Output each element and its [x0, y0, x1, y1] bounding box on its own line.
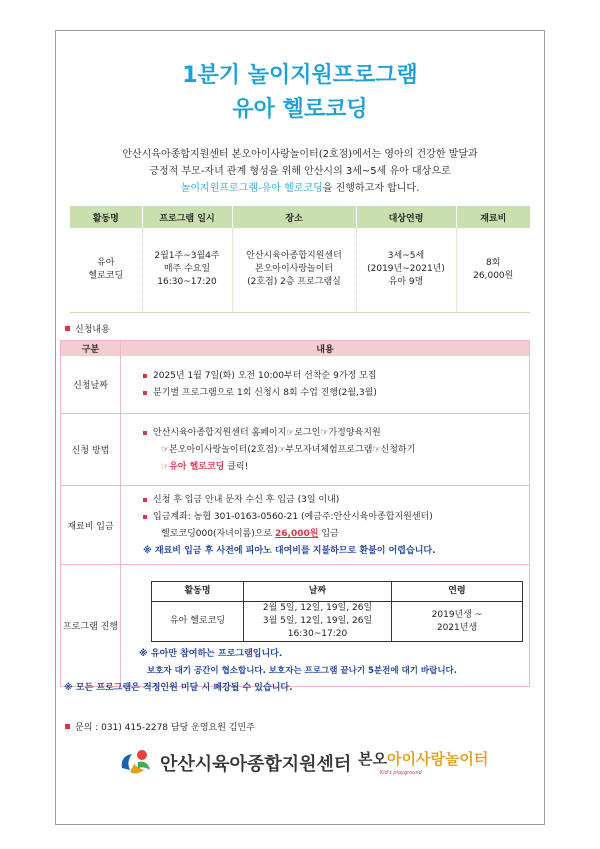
schedule-age: 2019년생 ~ 2021년생 — [392, 602, 523, 642]
intro-highlight: 놀이지원프로그램-유아 헬로코딩 — [180, 183, 323, 194]
schedule-header-age: 연령 — [392, 582, 523, 602]
label-date: 신청날짜 — [61, 356, 121, 414]
schedule-header-name: 활동명 — [152, 582, 244, 602]
details-header-category: 구분 — [61, 341, 121, 356]
table-row — [61, 356, 530, 414]
table-row — [61, 414, 530, 486]
square-bullet-icon — [65, 326, 70, 331]
schedule-header-date: 날짜 — [244, 582, 392, 602]
content-method: 안산시육아종합지원센터 홈페이지☞로그인☞가정양육지원 ☞본오아이사랑놀이터(2호점)☞부모자녀체험프로그램☞신청하기 ☞유아 헬로코딩 클릭! — [121, 414, 530, 486]
table-row — [61, 565, 530, 687]
overview-header-age: 대상연령 — [356, 206, 456, 228]
overview-age: 3세~5세 (2019년~2021년) 유아 9명 — [356, 228, 456, 312]
intro-line3-rest: 을 진행하고자 합니다. — [322, 183, 420, 194]
label-progress: 프로그램 진행 — [61, 565, 121, 687]
table-row — [70, 228, 530, 312]
title-line2: 유아 헬로코딩 — [232, 97, 368, 122]
overview-fee: 8회 26,000원 — [456, 228, 530, 312]
footer-note: ※ 모든 프로그램은 적정인원 미달 시 폐강될 수 있습니다. — [64, 683, 293, 693]
center-logo — [118, 744, 498, 784]
details-header-content: 내용 — [121, 341, 530, 356]
overview-header-place: 장소 — [232, 206, 356, 228]
table-row — [61, 486, 530, 565]
square-bullet-icon — [65, 724, 70, 729]
overview-place: 안산시육아종합지원센터 본오아이사랑놀이터 (2호점) 2층 프로그램실 — [232, 228, 356, 312]
overview-schedule: 2월1주~3월4주 매주 수요일 16:30~17:20 — [142, 228, 232, 312]
content-fee: 신청 후 입금 안내 문자 수신 후 입금 (3일 이내) 입금계좌: 농협 301-0163-0560-21 (예금주:안산시육아종합지원센터) 헬로코딩000(자녀이름)으로 26,000원 입금 ※ 재료비 입금 후 사전에 피아노 대여비를 지불하므로 환불이 어렵습니다. — [121, 486, 530, 565]
schedule-dates: 2월 5일, 12일, 19일, 26일 3월 5일, 12일, 19일, 26일 16:30~17:20 — [244, 602, 392, 642]
details-table — [60, 340, 530, 687]
overview-table — [70, 206, 530, 313]
contact-info: 문의 : 031) 415-2278 담당 운영요원 김민주 — [65, 720, 255, 733]
overview-header-fee: 재료비 — [456, 206, 530, 228]
overview-name: 유아 헬로코딩 — [70, 228, 142, 312]
intro-line3 — [70, 180, 530, 197]
guardian-note: 보호자 대기 공간이 협소합니다. 보호자는 프로그램 끝나기 5분전에 대기 바랍니다. — [147, 666, 457, 676]
label-fee: 재료비 입금 — [61, 486, 121, 565]
schedule-name: 유아 헬로코딩 — [152, 602, 244, 642]
intro-line1: 안산시육아종합지원센터 본오아이사랑놀이터(2호점)에서는 영아의 건강한 발달과 — [122, 149, 478, 160]
child-only-note: ※ 유아만 참여하는 프로그램입니다. — [139, 649, 283, 659]
refund-note: ※ 재료비 입금 후 사전에 피아노 대여비를 지불하므로 환불이 어렵습니다. — [143, 546, 436, 556]
center-name: 안산시육아종합지원센터 — [160, 754, 352, 775]
playground-brand: 본오아이사랑놀이터 — [358, 750, 489, 768]
schedule-table — [151, 581, 523, 642]
intro-text — [70, 146, 530, 197]
content-date: 2025년 1월 7일(화) 오전 10:00부터 선착순 9가정 모집 분기별 프로그램으로 1회 신청시 8회 수업 진행(2월,3월) — [121, 356, 530, 414]
content-progress — [121, 565, 530, 687]
label-method: 신청 방법 — [61, 414, 121, 486]
intro-line2: 긍정적 부모-자녀 관계 형성을 위해 안산시의 3세~5세 유아 대상으로 — [149, 166, 451, 177]
table-row — [152, 602, 523, 642]
overview-header-name: 활동명 — [70, 206, 142, 228]
overview-header-schedule: 프로그램 일시 — [142, 206, 232, 228]
center-logo-icon — [118, 746, 154, 778]
title-line1: 1분기 놀이지원프로그램 — [182, 63, 418, 88]
playground-subtitle: Kid's playground — [380, 770, 422, 776]
section-label: 신청내용 — [65, 322, 110, 335]
